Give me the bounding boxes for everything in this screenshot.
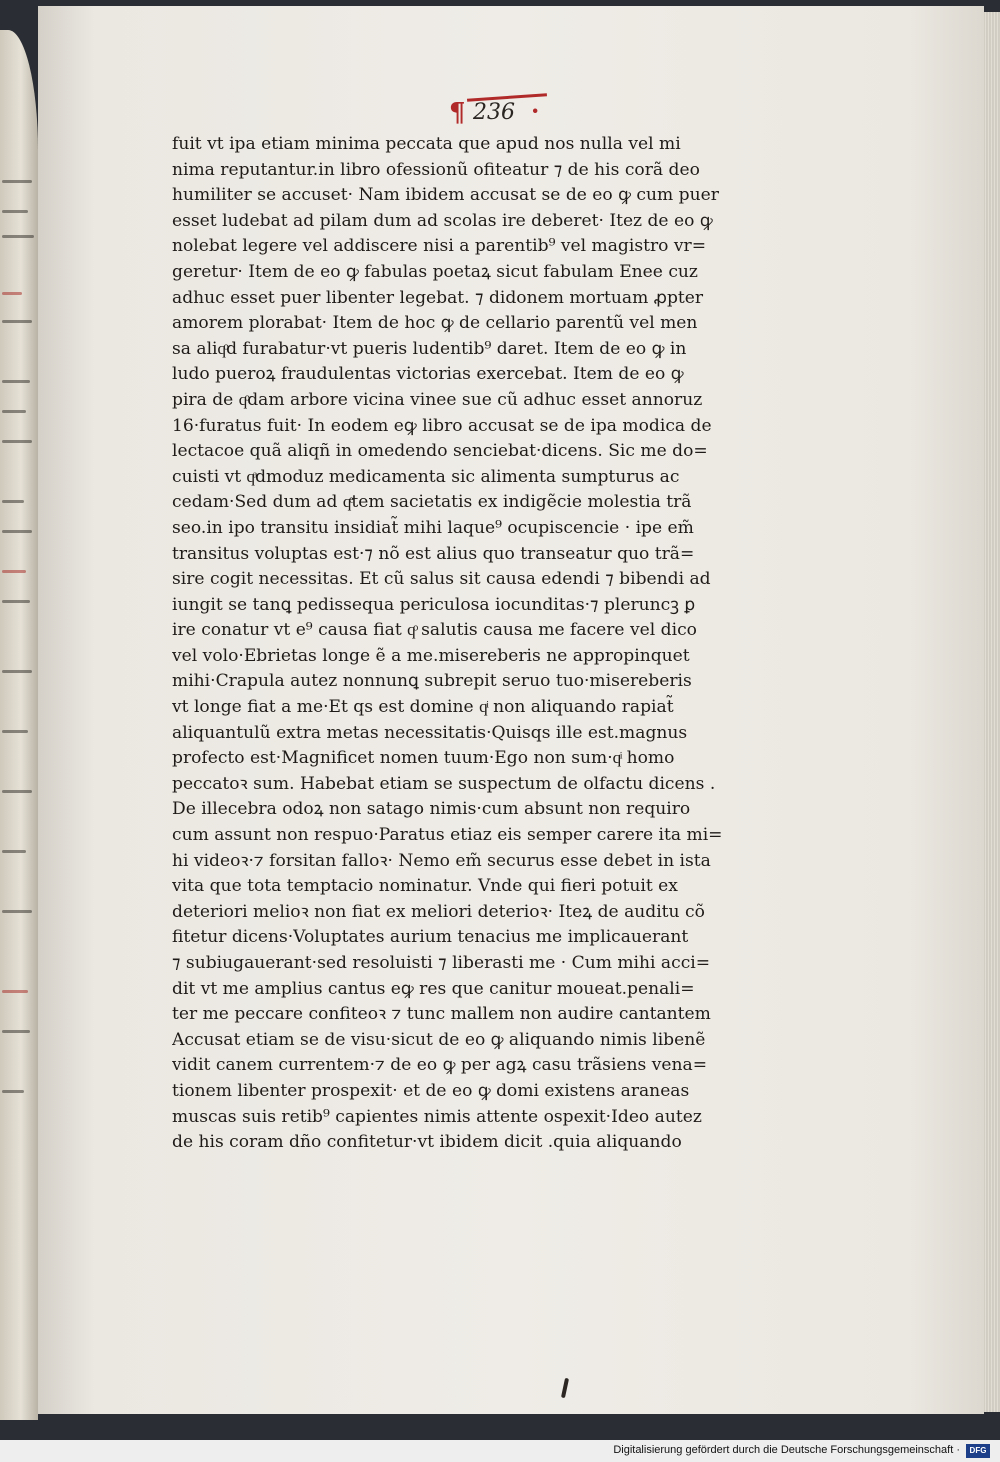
text-line: hi videoꝛ·⁊ forsitan falloꝛ· Nemo em̃ securus esse debet in ista	[172, 850, 711, 871]
text-line: vel volo·Ebrietas longe ẽ a me.misereberis ne appropinquet	[172, 645, 690, 666]
previous-page-edge	[0, 30, 38, 1420]
text-line: seo.in ipo transitu insidiat̃ mihi laque⁹ ocupiscencie · ipe em̃	[172, 517, 694, 538]
page-stack-edge	[984, 12, 1000, 1412]
folio-number-text: 236	[473, 100, 515, 125]
text-line: cum assunt non respuo·Paratus etiaz eis semper carere ita mi=	[172, 825, 723, 846]
text-line: vt longe fiat a me·Et qs est domine qͥ non aliquando rapiat̃	[172, 697, 674, 718]
text-line: ⁊ subiugauerant·sed resoluisti ⁊ liberasti me · Cum mihi acci=	[172, 953, 711, 973]
text-line: peccatoꝛ sum. Habebat etiam se suspectum de olfactu dicens .	[172, 773, 716, 794]
text-line: de his coram dño confitetur·vt ibidem dicit .quia aliquando	[172, 1132, 682, 1153]
text-line: aliquantulũ extra metas necessitatis·Quisqs ille est.magnus	[172, 722, 688, 743]
folio-number	[449, 96, 559, 130]
text-line: ludo pueroꝝ fraudulentas victorias exercebat. Item de eo ꝙ	[172, 364, 684, 385]
text-line: lectacoe quã aliqñ in omedendo senciebat·dicens. Sic me do=	[172, 441, 708, 462]
text-line: muscas suis retib⁹ capientes nimis attente ospexit·Ideo autez	[172, 1106, 702, 1127]
text-line: amorem plorabat· Item de hoc ꝙ de cellario parentũ vel men	[172, 313, 698, 334]
text-line: 16·furatus fuit· In eodem eꝙ libro accusat se de ipa modica de	[172, 415, 712, 436]
text-line: dit vt me amplius cantus eꝙ res que canitur moueat.penali=	[172, 978, 695, 999]
footer-credit: Digitalisierung gefördert durch die Deutsche Forschungsgemeinschaft ·	[613, 1444, 960, 1456]
folio-dot: ·	[531, 96, 540, 125]
text-line: ter me peccare confiteoꝛ ⁊ tunc mallem non audire cantantem	[172, 1004, 711, 1025]
text-line: sa aliqͦd furabatur·vt pueris ludentib⁹ daret. Item de eo ꝙ in	[172, 338, 687, 359]
text-line: deteriori melioꝛ non fiat ex meliori deterioꝛ· Iteꝝ de auditu cõ	[172, 901, 705, 922]
text-line: fitetur dicens·Voluptates aurium tenacius me implicauerant	[172, 927, 689, 948]
text-line: vita que tota temptacio nominatur. Vnde qui fieri potuit ex	[172, 876, 678, 897]
dfg-logo: DFG	[966, 1444, 990, 1458]
text-line: vidit canem currentem·⁊ de eo ꝙ per agꝝ casu trãsiens vena=	[172, 1055, 708, 1076]
footer-bar	[0, 1440, 1000, 1462]
text-line: humiliter se accuset· Nam ibidem accusat se de eo ꝙ cum puer	[172, 185, 719, 206]
text-block	[172, 132, 798, 1156]
text-line: cuisti vt qͣdmoduz medicamenta sic alimenta sumpturus ac	[172, 466, 680, 487]
text-line: profecto est·Magnificet nomen tuum·Ego non sum·qͥ homo	[172, 748, 675, 769]
text-line: nima reputantur.in libro ofessionũ ofiteatur ⁊ de his corã deo	[172, 159, 700, 180]
text-line: fuit vt ipa etiam minima peccata que apud nos nulla vel mi	[172, 134, 681, 154]
text-line: tionem libenter prospexit· et de eo ꝙ domi existens araneas	[172, 1080, 690, 1101]
text-line: Accusat etiam se de visu·sicut de eo ꝙ aliquando nimis libenẽ	[172, 1029, 706, 1050]
text-line: ire conatur vt e⁹ causa fiat qͦ salutis causa me facere vel dico	[172, 620, 697, 641]
text-line: cedam·Sed dum ad qͤtem sacietatis ex indigẽcie molestia trã	[172, 492, 692, 513]
text-line: adhuc esset puer libenter legebat. ⁊ didonem mortuam ꝓpter	[172, 287, 704, 308]
text-line: nolebat legere vel addiscere nisi a parentib⁹ vel magistro vr=	[172, 236, 707, 257]
text-line: transitus voluptas est·⁊ nõ est alius quo transeatur quo trã=	[172, 543, 695, 564]
text-line: sire cogit necessitas. Et cũ salus sit causa edendi ⁊ bibendi ad	[172, 569, 711, 590]
text-line: pira de qͦdam arbore vicina vinee sue cũ adhuc esset annoruz	[172, 389, 703, 410]
text-line: esset ludebat ad pilam dum ad scolas ire deberet· Itez de eo ꝙ	[172, 210, 713, 231]
text-line: De illecebra odoꝝ non satago nimis·cum absunt non requiro	[172, 799, 691, 820]
paragraph-mark-icon: ¶	[449, 98, 466, 128]
text-line: iungit se tanꝗ pedissequa periculosa iocunditas·⁊ pleruncꝫ ꝑ	[172, 594, 696, 615]
text-line: geretur· Item de eo ꝙ fabulas poetaꝝ sicut fabulam Enee cuz	[172, 261, 698, 282]
text-line: mihi·Crapula autez nonnunꝗ subrepit seruo tuo·misereberis	[172, 671, 692, 692]
